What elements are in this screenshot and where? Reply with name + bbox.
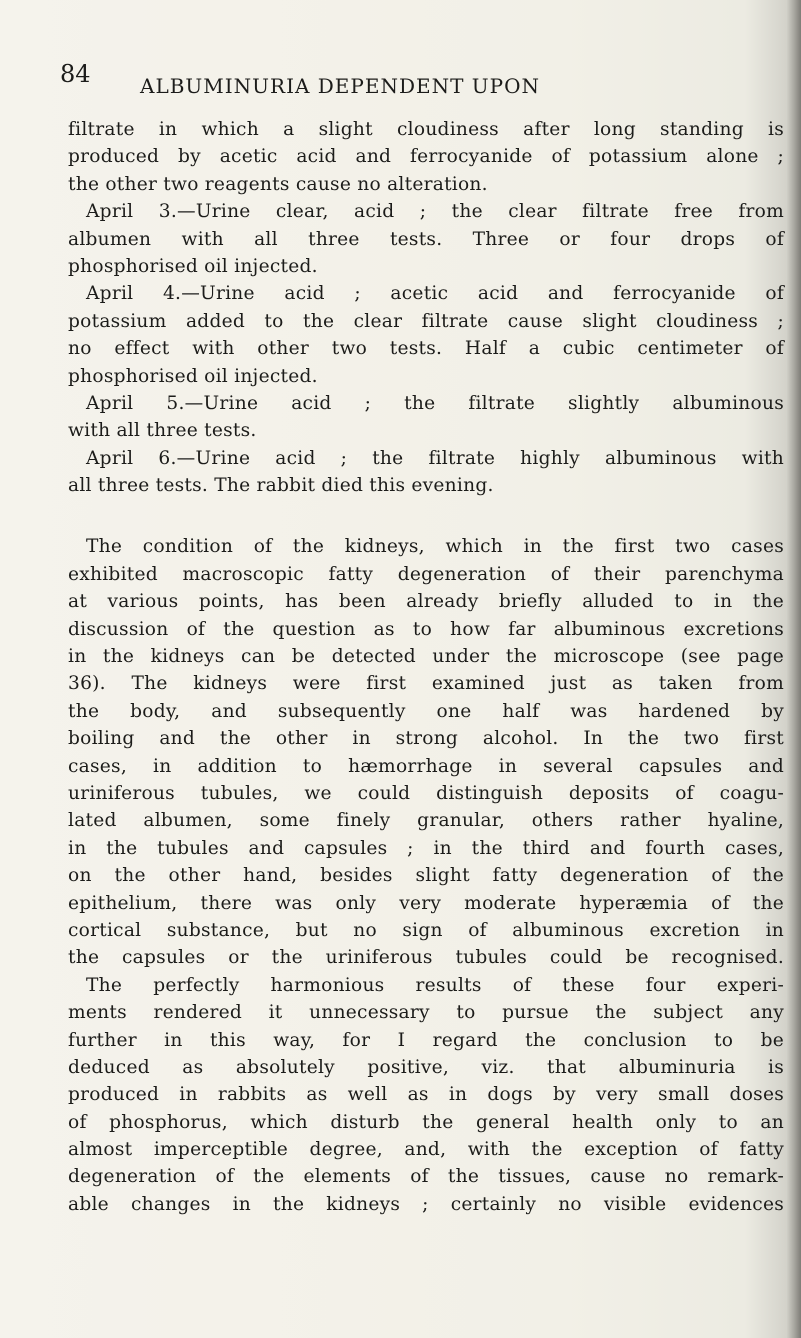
text-line: The condition of the kidneys, which in the first two cases <box>86 536 784 558</box>
text-line: degeneration of the elements of the tissues, cause no remark- <box>68 1166 784 1188</box>
text-line: the capsules or the uriniferous tubules could be recognised. <box>68 947 784 969</box>
text-line: on the other hand, besides slight fatty degeneration of the <box>68 865 784 887</box>
text-line: in the kidneys can be detected under the microscope (see page <box>68 646 784 668</box>
text-line: further in this way, for I regard the conclusion to be <box>68 1029 784 1051</box>
running-title: ALBUMINURIA DEPENDENT UPON <box>140 74 541 98</box>
text-line: the body, and subsequently one half was hardened by <box>68 700 784 722</box>
text-line: deduced as absolutely positive, viz. that albuminuria is <box>68 1056 784 1078</box>
text-line: April 4.—Urine acid ; acetic acid and ferrocyanide of <box>86 283 784 305</box>
text-line: phosphorised oil injected. <box>68 255 318 277</box>
text-line: all three tests. The rabbit died this evening. <box>68 475 494 497</box>
text-line: April 5.—Urine acid ; the filtrate slightly albuminous <box>86 392 784 414</box>
text-line: in the tubules and capsules ; in the third and fourth cases, <box>68 837 784 859</box>
text-line: cortical substance, but no sign of albuminous excretion in <box>68 919 784 941</box>
text-line: 36). The kidneys were first examined just as taken from <box>68 673 784 695</box>
text-line: with all three tests. <box>68 420 257 442</box>
text-line: epithelium, there was only very moderate hyperæmia of the <box>68 892 784 914</box>
text-line: exhibited macroscopic fatty degeneration of their parenchyma <box>68 563 784 585</box>
text-line: boiling and the other in strong alcohol. In the two first <box>68 728 784 750</box>
body-text <box>68 116 784 1218</box>
text-line: uriniferous tubules, we could distinguish deposits of coagu- <box>68 782 784 804</box>
text-line: no effect with other two tests. Half a cubic centimeter of <box>68 338 784 360</box>
text-line: produced by acetic acid and ferrocyanide of potassium alone ; <box>68 146 784 168</box>
text-line: phosphorised oil injected. <box>68 365 318 387</box>
page-binding-edge <box>787 0 801 1338</box>
text-line: ments rendered it unnecessary to pursue the subject any <box>68 1002 784 1024</box>
text-line: produced in rabbits as well as in dogs by very small doses <box>68 1084 784 1106</box>
text-line: of phosphorus, which disturb the general health only to an <box>68 1111 784 1133</box>
text-line: lated albumen, some finely granular, others rather hyaline, <box>68 810 784 832</box>
page-number: 84 <box>60 60 91 88</box>
text-line: discussion of the question as to how far albuminous excretions <box>68 618 784 640</box>
text-line: filtrate in which a slight cloudiness after long standing is <box>68 119 784 140</box>
text-line: the other two reagents cause no alteration. <box>68 173 488 195</box>
paragraph-gap <box>68 499 784 533</box>
text-line: cases, in addition to hæmorrhage in several capsules and <box>68 755 784 777</box>
text-line: April 3.—Urine clear, acid ; the clear filtrate free from <box>86 201 784 223</box>
text-line: The perfectly harmonious results of these four experi- <box>86 974 784 996</box>
text-line: potassium added to the clear filtrate cause slight cloudiness ; <box>68 310 784 332</box>
text-line: almost imperceptible degree, and, with the exception of fatty <box>68 1139 784 1161</box>
text-line: April 6.—Urine acid ; the filtrate highly albuminous with <box>86 447 784 469</box>
text-line: able changes in the kidneys ; certainly no visible evidences <box>68 1193 784 1215</box>
text-line: at various points, has been already briefly alluded to in the <box>68 591 784 613</box>
text-line: albumen with all three tests. Three or four drops of <box>68 228 784 250</box>
